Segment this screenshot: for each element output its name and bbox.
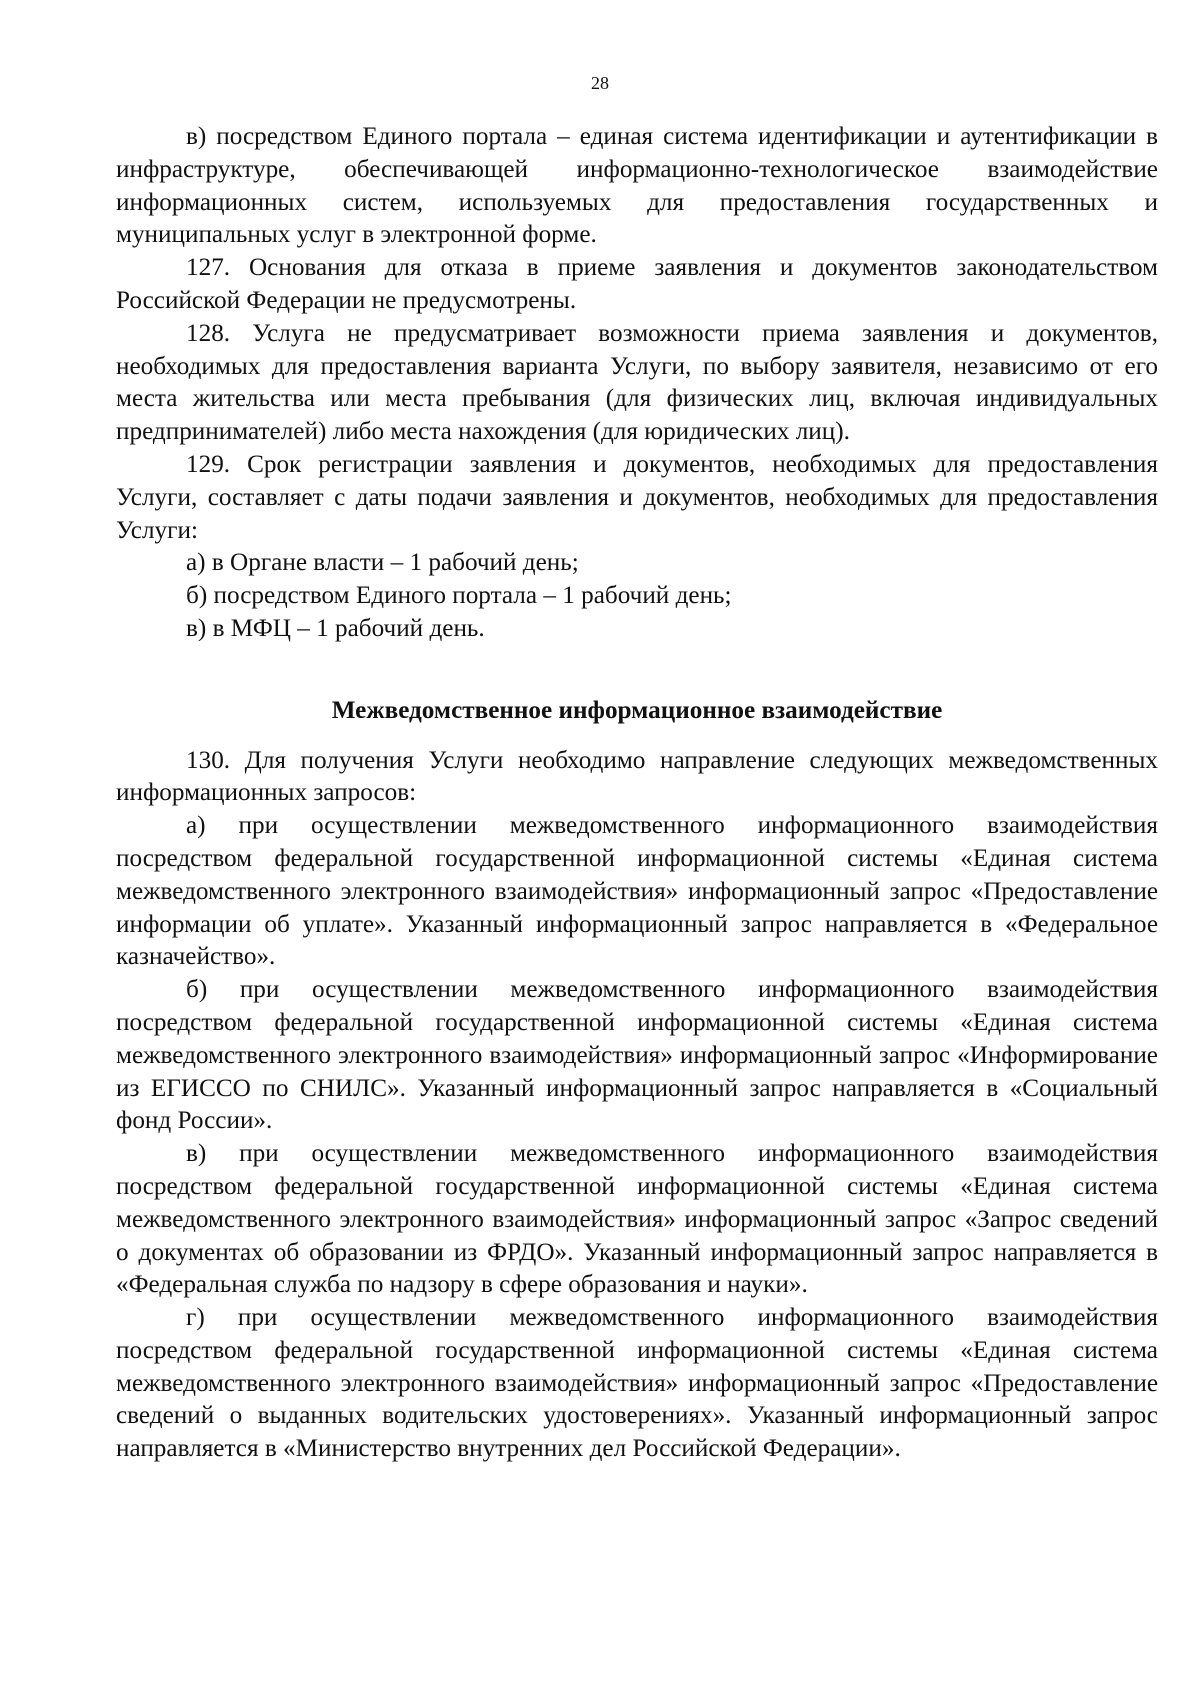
paragraph-130-item-g: г) при осуществлении межведомственного информационного взаимодействия посредством федеральной государственной информационной системы «Единая система межведомственного электронного взаимодействия» информационный запрос «Предоставление сведений о выданных водительских удостоверениях». Указанный информационный запрос направляется в «Министерство внутренних дел Российской Федерации». (116, 1304, 1158, 1463)
paragraph-subitem-v-portal: в) посредством Единого портала – единая система идентификации и аутентификации в инфраструктуре, обеспечивающей информационно-технологическое взаимодействие информационных систем, используемых для предоставления государственных и муниципальных услуг в электронной форме. (116, 123, 1158, 249)
paragraph-129: 129. Срок регистрации заявления и документов, необходимых для предоставления Услуги, составляет с даты подачи заявления и документов, необходимых для предоставления Услуги: (116, 450, 1158, 544)
section-heading: Межведомственное информационное взаимодействие (331, 696, 943, 724)
paragraph-130-item-v: в) при осуществлении межведомственного информационного взаимодействия посредством федеральной государственной информационной системы «Единая система межведомственного электронного взаимодействия» информационный запрос «Запрос сведений о документах об образовании из ФРДО». Указанный информационный запрос направляется в «Федеральная служба по надзору в сфере образования и науки». (116, 1140, 1158, 1299)
paragraph-129-item-b: б) посредством Единого портала – 1 рабочий день; (186, 582, 732, 610)
page-number: 28 (591, 73, 609, 93)
paragraph-129-item-a: а) в Органе власти – 1 рабочий день; (186, 549, 579, 577)
paragraph-128: 128. Услуга не предусматривает возможности приема заявления и документов, необходимых для предоставления варианта Услуги, по выбору заявителя, независимо от его места жительства или места пребывания (для физических лиц, включая индивидуальных предпринимателей) либо места нахождения (для юридических лиц). (116, 319, 1158, 446)
paragraph-130-item-a: а) при осуществлении межведомственного информационного взаимодействия посредством федеральной государственной информационной системы «Единая система межведомственного электронного взаимодействия» информационный запрос «Предоставление информации об уплате». Указанный информационный запрос направляется в «Федеральное казначейство». (116, 812, 1158, 971)
paragraph-127: 127. Основания для отказа в приеме заявления и документов законодательством Российской Федерации не предусмотрены. (116, 254, 1158, 314)
document-body (116, 121, 1158, 1466)
paragraph-130-item-b: б) при осуществлении межведомственного информационного взаимодействия посредством федеральной государственной информационной системы «Единая система межведомственного электронного взаимодействия» информационный запрос «Информирование из ЕГИССО по СНИЛС». Указанный информационный запрос направляется в «Социальный фонд России». (116, 976, 1158, 1135)
paragraph-129-item-v: в) в МФЦ – 1 рабочий день. (186, 614, 485, 642)
paragraph-130: 130. Для получения Услуги необходимо направление следующих межведомственных информационных запросов: (116, 746, 1158, 807)
